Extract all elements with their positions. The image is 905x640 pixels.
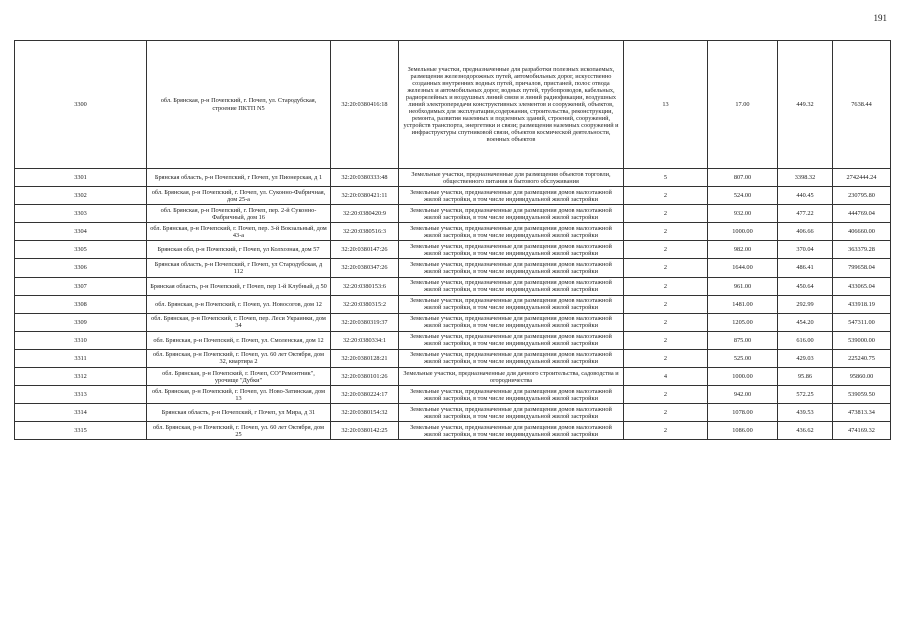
cadastral-number-cell: 32:20:0380153:6 [331,277,399,295]
use-group-cell: 2 [624,331,708,349]
use-group-cell: 2 [624,259,708,277]
table-row [15,422,891,440]
address-cell: Брянская область, р-н Почепский, г Почеп, ул Стародубская, д 112 [147,259,331,277]
cadastral-number-cell: 32:20:0380142:25 [331,422,399,440]
address-cell: Брянская область, р-н Почепский, г Почеп, ул Мира, д 31 [147,404,331,422]
use-group-cell: 2 [624,422,708,440]
row-number-cell: 3313 [15,386,147,404]
use-group-cell: 2 [624,349,708,367]
address-cell: Брянская обл, р-н Почепский, г Почеп, ул Колхозная, дом 57 [147,241,331,259]
use-group-cell: 2 [624,295,708,313]
cadastral-number-cell: 32:20:0380420:9 [331,205,399,223]
cadastral-number-cell: 32:20:0380101:26 [331,368,399,386]
cadastral-value-cell: 230795.80 [833,187,891,205]
table-body [15,41,891,440]
use-group-cell: 2 [624,205,708,223]
area-cell: 1000.00 [708,368,778,386]
table-row [15,41,891,169]
row-number-cell: 3307 [15,277,147,295]
land-use-cell: Земельные участки, предназначенные для размещения домов малоэтажной жилой застройки, в том числе индивидуальной жилой застройки [399,205,624,223]
row-number-cell: 3309 [15,313,147,331]
table-row [15,205,891,223]
land-use-cell: Земельные участки, предназначенные для разработки полезных ископаемых, размещения железнодорожных путей, автомобильных дорог, искусственно созданных внутренних водных путей, причалов, пристаней, полос отвода железных и автомобильных дорог, водных путей, трубопроводов, кабельных, радиорелейных и воздушных линий связи и линий радиофикации, воздушных линий электропередачи конструктивных элементов и сооружений, объектов, необходимых для эксплуатации,содержания, строительства, реконструкции, ремонта, развития наземных и подземных зданий, строений, сооружений, устройств транспорта, энергетики и связи; размещения наземных сооружений и инфраструктуры спутниковой связи, объектов космической деятельности, военных объектов [399,41,624,169]
address-cell: обл. Брянская, р-н Почепский, г. Почеп, ул. Стародубская, строение ПКТП N5 [147,41,331,169]
use-group-cell: 13 [624,41,708,169]
table-row [15,277,891,295]
address-cell: обл. Брянская, р-н Почепский, г. Почеп, пер. 2-й Суконно-Фабричный, дом 16 [147,205,331,223]
area-cell: 525.00 [708,349,778,367]
row-number-cell: 3308 [15,295,147,313]
table-row [15,241,891,259]
address-cell: обл. Брянская, р-н Почепский, г. Почеп, СО"Ремонтник", урочище "Дубки" [147,368,331,386]
specific-value-cell: 616.00 [778,331,833,349]
use-group-cell: 2 [624,313,708,331]
land-use-cell: Земельные участки, предназначенные для размещения домов малоэтажной жилой застройки, в том числе индивидуальной жилой застройки [399,422,624,440]
address-cell: обл. Брянская, р-н Почепский, г. Почеп, ул. Смоленская, дом 12 [147,331,331,349]
use-group-cell: 2 [624,386,708,404]
address-cell: обл. Брянская, р-н Почепский, г. Почеп, пер. 3-й Вокзальный, дом 43-а [147,223,331,241]
cadastral-value-cell: 539059.50 [833,386,891,404]
cadastral-value-table [14,40,891,440]
row-number-cell: 3314 [15,404,147,422]
use-group-cell: 2 [624,187,708,205]
cadastral-value-cell: 433065.04 [833,277,891,295]
table-row [15,386,891,404]
area-cell: 1078.00 [708,404,778,422]
cadastral-value-cell: 225240.75 [833,349,891,367]
area-cell: 1205.00 [708,313,778,331]
area-cell: 524.00 [708,187,778,205]
cadastral-value-cell: 444769.04 [833,205,891,223]
row-number-cell: 3301 [15,169,147,187]
cadastral-number-cell: 32:20:0380334:1 [331,331,399,349]
address-cell: обл. Брянская, р-н Почепский, г. Почеп, пер. Леси Украинки, дом 34 [147,313,331,331]
address-cell: обл. Брянская, р-н Почепский, г. Почеп, ул. Новосогов, дом 12 [147,295,331,313]
area-cell: 982.00 [708,241,778,259]
cadastral-number-cell: 32:20:0380224:17 [331,386,399,404]
row-number-cell: 3303 [15,205,147,223]
table-row [15,169,891,187]
specific-value-cell: 454.20 [778,313,833,331]
row-number-cell: 3300 [15,41,147,169]
cadastral-value-cell: 433918.19 [833,295,891,313]
page-number: 191 [873,13,887,23]
row-number-cell: 3304 [15,223,147,241]
table-row [15,187,891,205]
cadastral-value-cell: 473813.34 [833,404,891,422]
row-number-cell: 3312 [15,368,147,386]
area-cell: 17.00 [708,41,778,169]
land-use-cell: Земельные участки, предназначенные для размещения домов малоэтажной жилой застройки, в том числе индивидуальной жилой застройки [399,313,624,331]
land-use-cell: Земельные участки, предназначенные для размещения домов малоэтажной жилой застройки, в том числе индивидуальной жилой застройки [399,259,624,277]
specific-value-cell: 95.86 [778,368,833,386]
use-group-cell: 4 [624,368,708,386]
cadastral-value-cell: 95860.00 [833,368,891,386]
row-number-cell: 3302 [15,187,147,205]
specific-value-cell: 406.66 [778,223,833,241]
address-cell: обл. Брянская, р-н Почепский, г. Почеп, ул. Суконно-Фабричная, дом 25-а [147,187,331,205]
cadastral-number-cell: 32:20:0380315:2 [331,295,399,313]
address-cell: обл. Брянская, р-н Почепский, г. Почеп, ул. 60 лет Октября, дом 25 [147,422,331,440]
land-use-cell: Земельные участки, предназначенные для размещения домов малоэтажной жилой застройки, в том числе индивидуальной жилой застройки [399,223,624,241]
cadastral-value-cell: 2742444.24 [833,169,891,187]
cadastral-value-cell: 547311.00 [833,313,891,331]
area-cell: 807.00 [708,169,778,187]
land-use-cell: Земельные участки, предназначенные для размещения домов малоэтажной жилой застройки, в том числе индивидуальной жилой застройки [399,331,624,349]
land-use-cell: Земельные участки, предназначенные для размещения домов малоэтажной жилой застройки, в том числе индивидуальной жилой застройки [399,404,624,422]
cadastral-number-cell: 32:20:0380421:11 [331,187,399,205]
area-cell: 1481.00 [708,295,778,313]
cadastral-value-cell: 406660.00 [833,223,891,241]
specific-value-cell: 486.41 [778,259,833,277]
table-row [15,349,891,367]
area-cell: 961.00 [708,277,778,295]
cadastral-number-cell: 32:20:0380333:48 [331,169,399,187]
cadastral-number-cell: 32:20:0380516:3 [331,223,399,241]
cadastral-number-cell: 32:20:0380128:21 [331,349,399,367]
row-number-cell: 3315 [15,422,147,440]
cadastral-value-cell: 7638.44 [833,41,891,169]
specific-value-cell: 292.99 [778,295,833,313]
cadastral-value-cell: 799658.04 [833,259,891,277]
area-cell: 932.00 [708,205,778,223]
use-group-cell: 5 [624,169,708,187]
address-cell: обл. Брянская, р-н Почепский, г. Почеп, ул. Ново-Затинская, дом 13 [147,386,331,404]
cadastral-number-cell: 32:20:0380347:26 [331,259,399,277]
table-row [15,259,891,277]
address-cell: обл. Брянская, р-н Почепский, г. Почеп, ул. 60 лет Октября, дом 32, квартира 2 [147,349,331,367]
area-cell: 1000.00 [708,223,778,241]
row-number-cell: 3310 [15,331,147,349]
table-row [15,404,891,422]
address-cell: Брянская область, р-н Почепский, г Почеп, пер 1-й Клубный, д 50 [147,277,331,295]
land-use-cell: Земельные участки, предназначенные для размещения домов малоэтажной жилой застройки, в том числе индивидуальной жилой застройки [399,277,624,295]
specific-value-cell: 439.53 [778,404,833,422]
cadastral-number-cell: 32:20:0380154:32 [331,404,399,422]
specific-value-cell: 477.22 [778,205,833,223]
cadastral-number-cell: 32:20:0380416:18 [331,41,399,169]
specific-value-cell: 3398.32 [778,169,833,187]
specific-value-cell: 450.64 [778,277,833,295]
specific-value-cell: 440.45 [778,187,833,205]
address-cell: Брянская область, р-н Почепский, г Почеп, ул Пионерская, д 1 [147,169,331,187]
row-number-cell: 3305 [15,241,147,259]
land-use-cell: Земельные участки, предназначенные для размещения домов малоэтажной жилой застройки, в том числе индивидуальной жилой застройки [399,386,624,404]
table-row [15,368,891,386]
use-group-cell: 2 [624,277,708,295]
land-use-cell: Земельные участки, предназначенные для размещения объектов торговли, общественного питания и бытового обслуживания [399,169,624,187]
table-row [15,331,891,349]
area-cell: 942.00 [708,386,778,404]
use-group-cell: 2 [624,223,708,241]
area-cell: 1644.00 [708,259,778,277]
row-number-cell: 3306 [15,259,147,277]
table-row [15,313,891,331]
land-use-cell: Земельные участки, предназначенные для размещения домов малоэтажной жилой застройки, в том числе индивидуальной жилой застройки [399,349,624,367]
use-group-cell: 2 [624,241,708,259]
row-number-cell: 3311 [15,349,147,367]
specific-value-cell: 429.03 [778,349,833,367]
specific-value-cell: 449.32 [778,41,833,169]
use-group-cell: 2 [624,404,708,422]
land-use-cell: Земельные участки, предназначенные для дачного строительства, садоводства и огородничества [399,368,624,386]
area-cell: 1086.00 [708,422,778,440]
specific-value-cell: 436.62 [778,422,833,440]
cadastral-value-cell: 539000.00 [833,331,891,349]
cadastral-value-cell: 363379.28 [833,241,891,259]
land-use-cell: Земельные участки, предназначенные для размещения домов малоэтажной жилой застройки, в том числе индивидуальной жилой застройки [399,241,624,259]
land-use-cell: Земельные участки, предназначенные для размещения домов малоэтажной жилой застройки, в том числе индивидуальной жилой застройки [399,187,624,205]
cadastral-value-cell: 474169.32 [833,422,891,440]
table-row [15,295,891,313]
specific-value-cell: 370.04 [778,241,833,259]
specific-value-cell: 572.25 [778,386,833,404]
cadastral-number-cell: 32:20:0380147:26 [331,241,399,259]
land-use-cell: Земельные участки, предназначенные для размещения домов малоэтажной жилой застройки, в том числе индивидуальной жилой застройки [399,295,624,313]
area-cell: 875.00 [708,331,778,349]
table-row [15,223,891,241]
cadastral-number-cell: 32:20:0380319:37 [331,313,399,331]
